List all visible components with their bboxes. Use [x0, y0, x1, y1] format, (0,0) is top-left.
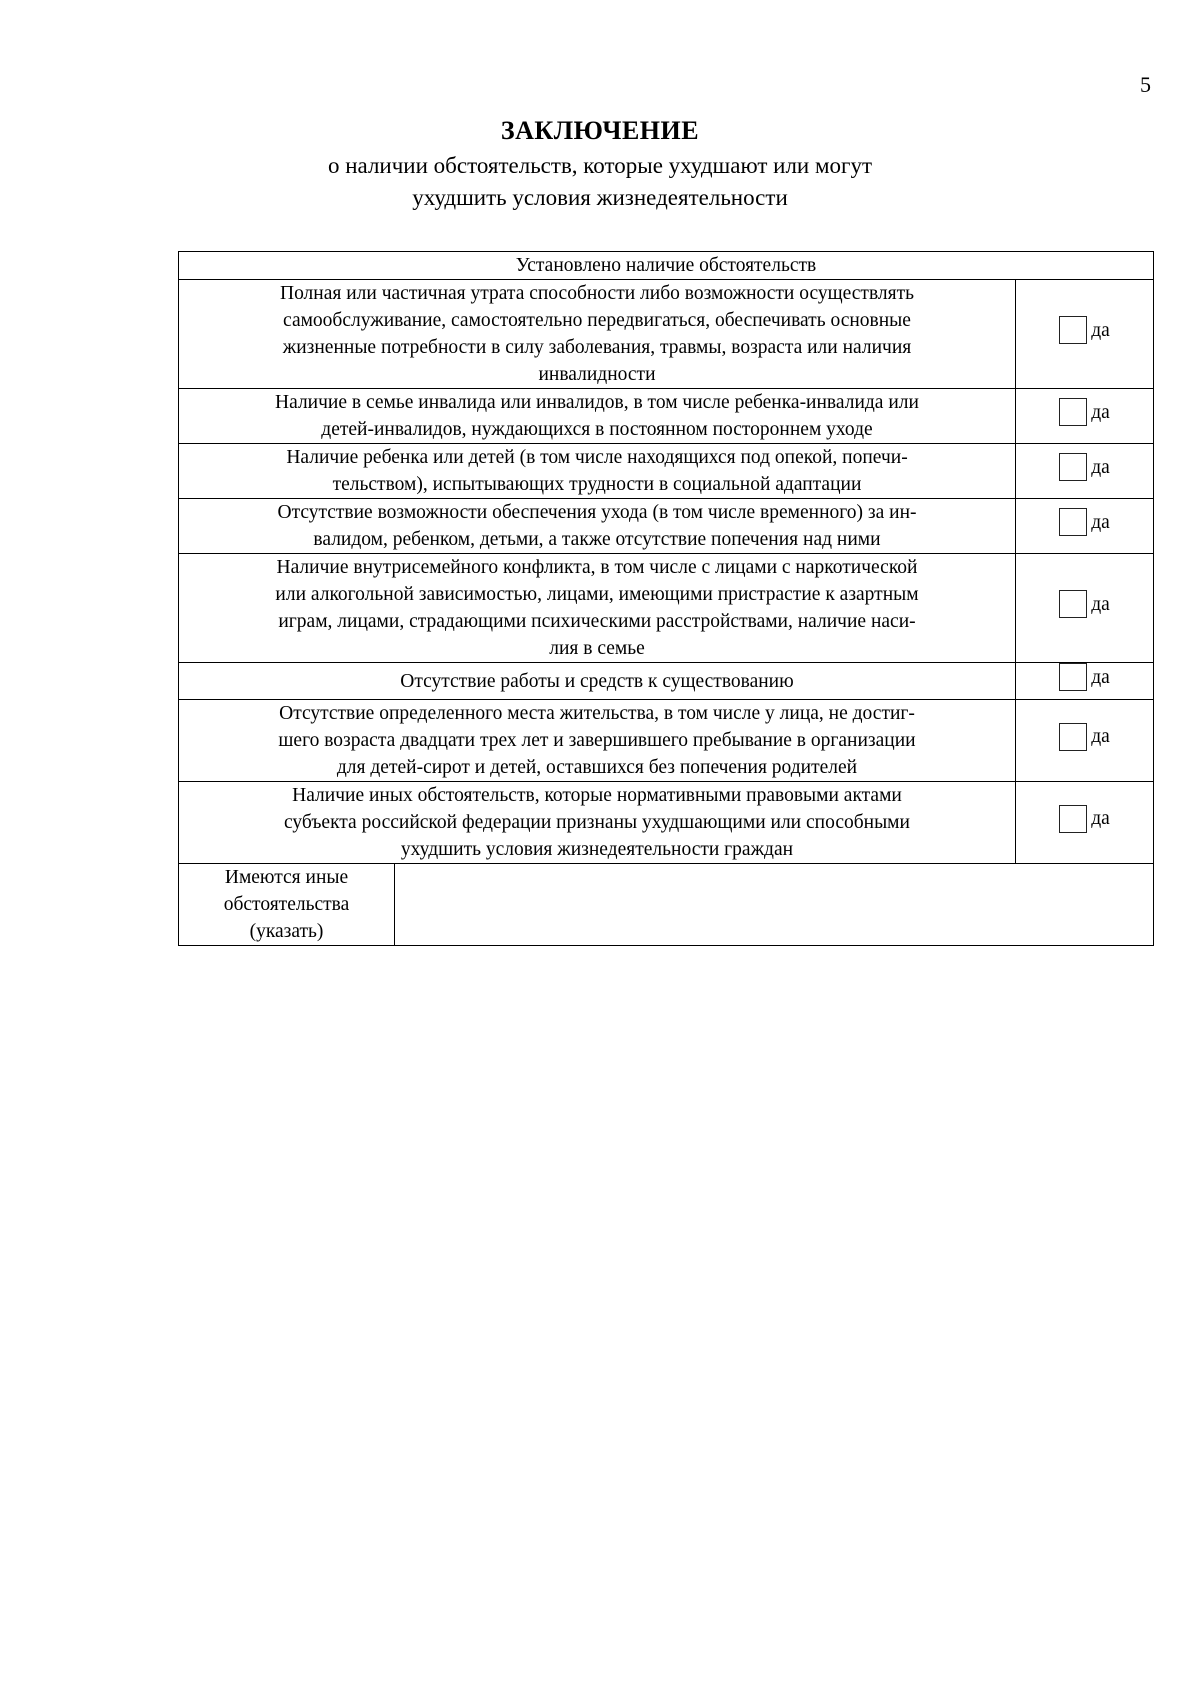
circumstance-row	[179, 782, 1154, 864]
yes-label: да	[1091, 456, 1110, 478]
circumstance-text	[179, 782, 1016, 864]
other-circumstances-label	[179, 864, 395, 946]
circumstance-text	[179, 554, 1016, 663]
yes-option[interactable]	[1059, 723, 1110, 751]
circumstance-text	[179, 444, 1016, 499]
circumstance-text	[179, 499, 1016, 554]
checkbox-cell	[1016, 663, 1154, 700]
circumstance-text-line: ухудшить условия жизнедеятельности граждан	[400, 839, 794, 860]
yes-checkbox[interactable]	[1059, 805, 1087, 833]
document-subtitle	[0, 150, 1200, 214]
yes-label: да	[1091, 593, 1110, 615]
circumstance-text-line: жизненные потребности в силу заболевания, травмы, возраста или наличия	[282, 337, 912, 358]
yes-checkbox[interactable]	[1059, 590, 1087, 618]
circumstance-text-line: лия в семье	[549, 638, 645, 659]
page-number: 5	[1140, 72, 1151, 97]
circumstance-text-line: Отсутствие работы и средств к существованию	[400, 670, 794, 692]
other-circumstances-field[interactable]	[395, 864, 1154, 946]
circumstance-text	[179, 700, 1016, 782]
yes-option[interactable]	[1059, 316, 1110, 344]
yes-option[interactable]	[1059, 590, 1110, 618]
yes-checkbox[interactable]	[1059, 508, 1087, 536]
yes-option[interactable]	[1059, 805, 1110, 833]
circumstance-text-line: или алкогольной зависимостью, лицами, имеющими пристрастие к азартным	[275, 584, 919, 605]
table-header-row	[179, 252, 1154, 280]
yes-label: да	[1091, 808, 1110, 829]
yes-label: да	[1091, 319, 1110, 341]
checkbox-cell	[1016, 444, 1154, 499]
yes-checkbox[interactable]	[1059, 316, 1087, 344]
yes-label: да	[1091, 666, 1110, 688]
circumstance-text-line: Наличие иных обстоятельств, которые нормативными правовыми актами	[292, 785, 902, 806]
checkbox-cell	[1016, 554, 1154, 663]
circumstance-row	[179, 499, 1154, 554]
circumstance-text-line: валидом, ребенком, детьми, а также отсутствие попечения над ними	[313, 529, 881, 550]
circumstance-text-line: инвалидности	[538, 364, 656, 385]
yes-option[interactable]	[1059, 398, 1110, 426]
circumstance-text-line: Наличие в семье инвалида или инвалидов, в том числе ребенка-инвалида или	[275, 392, 919, 413]
circumstance-text	[179, 389, 1016, 444]
circumstance-text-line: самообслуживание, самостоятельно передвигаться, обеспечивать основные	[283, 310, 911, 331]
circumstance-row	[179, 554, 1154, 663]
yes-label: да	[1091, 726, 1110, 747]
other-label-line: Имеются иные	[224, 867, 349, 888]
table-header: Установлено наличие обстоятельств	[179, 252, 1154, 280]
checkbox-cell	[1016, 782, 1154, 864]
checkbox-cell	[1016, 499, 1154, 554]
checkbox-cell	[1016, 700, 1154, 782]
checkbox-cell	[1016, 280, 1154, 389]
document-title: ЗАКЛЮЧЕНИЕ	[500, 116, 700, 145]
other-label-line: обстоятельства	[223, 894, 350, 915]
circumstance-text-line: тельством), испытывающих трудности в социальной адаптации	[332, 474, 862, 495]
circumstance-text-line: Наличие ребенка или детей (в том числе находящихся под опекой, попечи-	[286, 447, 908, 468]
circumstance-text-line: играм, лицами, страдающими психическими расстройствами, наличие наси-	[278, 611, 916, 632]
circumstance-row	[179, 663, 1154, 700]
circumstance-text-line: Полная или частичная утрата способности либо возможности осуществлять	[279, 283, 915, 304]
yes-option[interactable]	[1059, 663, 1110, 691]
circumstances-table	[178, 251, 1154, 946]
checkbox-cell	[1016, 389, 1154, 444]
yes-option[interactable]	[1059, 453, 1110, 481]
yes-label: да	[1091, 511, 1110, 533]
yes-checkbox[interactable]	[1059, 723, 1087, 751]
circumstance-row	[179, 389, 1154, 444]
other-circumstances-row	[179, 864, 1154, 946]
subtitle-line: ухудшить условия жизнедеятельности	[412, 185, 788, 210]
circumstance-text-line: Отсутствие возможности обеспечения ухода (в том числе временного) за ин-	[277, 502, 917, 523]
circumstance-row	[179, 444, 1154, 499]
circumstance-text-line: Отсутствие определенного места жительства, в том числе у лица, не достиг-	[279, 703, 915, 724]
other-label-line: (указать)	[249, 921, 324, 942]
circumstance-text-line: Наличие внутрисемейного конфликта, в том числе с лицами с наркотической	[276, 557, 918, 578]
yes-checkbox[interactable]	[1059, 398, 1087, 426]
yes-checkbox[interactable]	[1059, 453, 1087, 481]
circumstance-row	[179, 280, 1154, 389]
circumstance-text	[179, 280, 1016, 389]
yes-label: да	[1091, 401, 1110, 423]
circumstance-text	[179, 663, 1016, 700]
circumstance-text-line: для детей-сирот и детей, оставшихся без попечения родителей	[336, 757, 858, 778]
circumstance-text-line: субъекта российской федерации признаны ухудшающими или способными	[284, 812, 910, 833]
circumstance-text-line: шего возраста двадцати трех лет и завершившего пребывание в организации	[278, 730, 916, 751]
subtitle-line: о наличии обстоятельств, которые ухудшают или могут	[327, 153, 873, 178]
yes-option[interactable]	[1059, 508, 1110, 536]
circumstance-row	[179, 700, 1154, 782]
yes-checkbox[interactable]	[1059, 663, 1087, 691]
circumstance-text-line: детей-инвалидов, нуждающихся в постоянном постороннем уходе	[321, 419, 873, 440]
